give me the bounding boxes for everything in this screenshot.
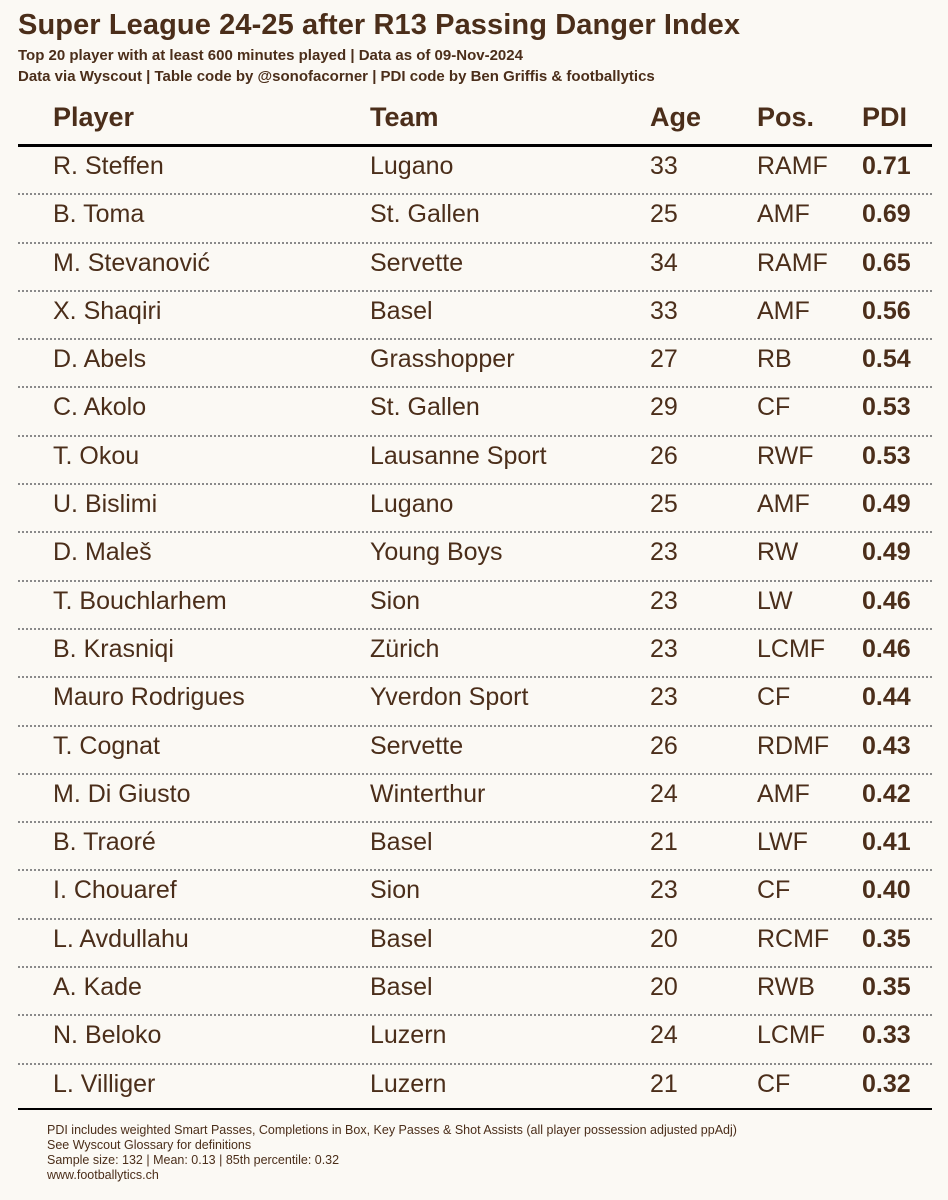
table-body [18,147,932,1113]
column-header-position: Pos. [757,102,815,132]
cell-team: Lausanne Sport [370,441,547,470]
cell-team: Zürich [370,634,440,663]
table-row [18,582,932,630]
chart-subtitle: Top 20 player with at least 600 minutes played | Data as of 09-Nov-2024 [18,47,523,64]
cell-player: C. Akolo [53,393,147,422]
cell-pdi: 0.46 [862,634,911,663]
cell-player: L. Avdullahu [53,924,189,953]
table-row [18,533,932,581]
cell-position: AMF [757,296,810,325]
cell-age: 29 [650,393,678,422]
cell-position: RAMF [757,152,828,180]
cell-player: D. Maleš [53,538,152,567]
cell-position: AMF [757,200,810,229]
cell-age: 21 [650,828,678,857]
table-row [18,920,932,968]
cell-position: CF [757,683,791,712]
cell-pdi: 0.41 [862,828,911,857]
cell-position: LWF [757,828,808,857]
cell-player: T. Okou [53,441,140,470]
cell-position: AMF [757,490,810,519]
cell-pdi: 0.49 [862,538,911,567]
table-row [18,340,932,388]
cell-team: St. Gallen [370,200,480,229]
cell-player: N. Beloko [53,1021,162,1050]
cell-age: 20 [650,924,678,953]
cell-position: RWB [757,973,815,1002]
cell-team: Lugano [370,152,454,180]
cell-player: X. Shaqiri [53,296,162,325]
cell-pdi: 0.65 [862,248,911,277]
table-row [18,871,932,919]
cell-age: 34 [650,248,678,277]
cell-age: 23 [650,586,678,615]
table-row [18,388,932,436]
bottom-rule [18,1108,932,1110]
cell-position: LCMF [757,634,826,663]
cell-team: Young Boys [370,538,503,567]
cell-team: Basel [370,924,433,953]
cell-team: Basel [370,828,433,857]
table-row [18,775,932,823]
cell-team: Sion [370,876,421,905]
cell-pdi: 0.56 [862,296,911,325]
cell-pdi: 0.53 [862,393,911,422]
cell-player: B. Krasniqi [53,634,174,663]
cell-age: 23 [650,876,678,905]
cell-player: B. Toma [53,200,145,229]
cell-position: CF [757,1069,791,1098]
cell-pdi: 0.40 [862,876,911,905]
cell-position: RAMF [757,248,828,277]
cell-position: CF [757,393,791,422]
table-row [18,292,932,340]
table-header [18,98,932,142]
footnote [47,1123,737,1183]
cell-team: Luzern [370,1069,447,1098]
table-row [18,485,932,533]
cell-player: R. Steffen [53,152,164,180]
cell-age: 26 [650,441,678,470]
cell-player: L. Villiger [53,1069,156,1098]
cell-pdi: 0.46 [862,586,911,615]
cell-pdi: 0.35 [862,973,911,1002]
cell-age: 27 [650,345,678,374]
cell-age: 25 [650,490,678,519]
table-row [18,195,932,243]
table-row [18,678,932,726]
footnote-website: www.footballytics.ch [47,1168,159,1182]
footnote-sample-stats: Sample size: 132 | Mean: 0.13 | 85th percentile: 0.32 [47,1153,340,1167]
cell-player: B. Traoré [53,828,156,857]
cell-team: Basel [370,296,433,325]
table-row [18,1065,932,1113]
cell-position: RW [757,538,799,567]
cell-player: T. Bouchlarhem [53,586,227,615]
cell-player: M. Stevanović [53,248,211,277]
cell-position: RB [757,345,792,374]
column-header-player: Player [53,102,135,132]
cell-team: Grasshopper [370,345,515,374]
cell-age: 26 [650,731,678,760]
cell-player: A. Kade [53,973,142,1002]
chart-credits: Data via Wyscout | Table code by @sonofacorner | PDI code by Ben Griffis & footballytics [18,68,655,85]
cell-age: 23 [650,538,678,567]
footnote-pdi-definition: PDI includes weighted Smart Passes, Completions in Box, Key Passes & Shot Assists (all player possession adjusted ppAdj) [47,1123,737,1137]
column-header-pdi: PDI [862,102,908,132]
cell-pdi: 0.53 [862,441,911,470]
cell-age: 25 [650,200,678,229]
cell-pdi: 0.71 [862,152,911,180]
table-row [18,437,932,485]
cell-team: Lugano [370,490,454,519]
footnote-glossary: See Wyscout Glossary for definitions [47,1138,252,1152]
column-header-age: Age [650,102,702,132]
column-header-team: Team [370,102,439,132]
table-row [18,1016,932,1064]
cell-age: 21 [650,1069,678,1098]
chart-title: Super League 24-25 after R13 Passing Danger Index [18,9,741,41]
cell-player: I. Chouaref [53,876,177,905]
cell-pdi: 0.35 [862,924,911,953]
table-row [18,823,932,871]
table-row [18,244,932,292]
cell-pdi: 0.43 [862,731,911,760]
cell-age: 24 [650,1021,678,1050]
table-row [18,630,932,678]
cell-pdi: 0.42 [862,779,911,808]
cell-team: Yverdon Sport [370,683,529,712]
cell-position: LCMF [757,1021,826,1050]
cell-age: 33 [650,296,678,325]
cell-position: RCMF [757,924,830,953]
table-row [18,147,932,195]
cell-position: LW [757,586,793,615]
cell-player: M. Di Giusto [53,779,191,808]
cell-pdi: 0.32 [862,1069,911,1098]
cell-team: Winterthur [370,779,486,808]
cell-player: Mauro Rodrigues [53,683,245,712]
cell-pdi: 0.69 [862,200,911,229]
cell-team: Luzern [370,1021,447,1050]
cell-pdi: 0.49 [862,490,911,519]
cell-team: Basel [370,973,433,1002]
cell-age: 20 [650,973,678,1002]
cell-team: Servette [370,731,464,760]
cell-team: Sion [370,586,421,615]
cell-position: RDMF [757,731,830,760]
cell-team: St. Gallen [370,393,480,422]
cell-pdi: 0.33 [862,1021,911,1050]
table-row [18,968,932,1016]
cell-age: 33 [650,152,678,180]
cell-age: 24 [650,779,678,808]
cell-age: 23 [650,683,678,712]
cell-player: D. Abels [53,345,147,374]
cell-position: CF [757,876,791,905]
cell-player: T. Cognat [53,731,161,760]
cell-position: RWF [757,441,814,470]
cell-age: 23 [650,634,678,663]
cell-pdi: 0.54 [862,345,911,374]
table-row [18,727,932,775]
cell-position: AMF [757,779,810,808]
cell-pdi: 0.44 [862,683,911,712]
cell-team: Servette [370,248,464,277]
cell-player: U. Bislimi [53,490,158,519]
